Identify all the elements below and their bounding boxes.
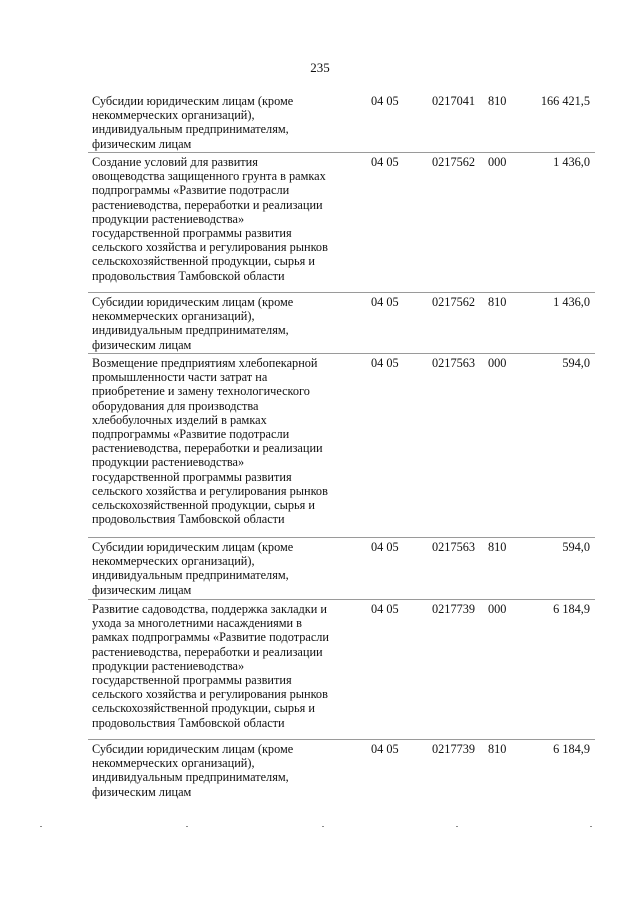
row-divider (88, 739, 595, 740)
description-line: Субсидии юридическим лицам (кроме (92, 742, 294, 756)
expense-type-code: 000 (488, 602, 507, 616)
description-line: продукции растениеводства» (92, 658, 245, 673)
description-line: подпрограммы «Развитие подотрасли (92, 427, 290, 442)
row-description (92, 742, 354, 799)
description-line: продовольствия Тамбовской области (92, 512, 285, 527)
description-line: Субсидии юридическим лицам (кроме (92, 94, 294, 108)
description-line: продовольствия Тамбовской области (92, 268, 285, 283)
target-article-code: 0217562 (432, 155, 476, 169)
scan-speck (322, 826, 324, 827)
description-line: приобретение и замену технологического (92, 384, 310, 399)
target-article-code: 0217562 (432, 295, 476, 309)
scan-speck (590, 826, 592, 827)
expense-type-code: 810 (488, 742, 507, 756)
amount: 594,0 (562, 540, 590, 554)
row-divider (88, 537, 595, 538)
row-description (92, 602, 354, 730)
description-line: физическим лицам (92, 784, 192, 799)
description-line: индивидуальным предпринимателям, (92, 323, 289, 338)
scan-speck (456, 826, 458, 827)
description-line: продукции растениеводства» (92, 211, 245, 226)
description-line: некоммерческих организаций), (92, 108, 255, 123)
row-description (92, 356, 354, 526)
amount: 594,0 (562, 356, 590, 370)
description-line: некоммерческих организаций), (92, 756, 255, 771)
description-line: Создание условий для развития (92, 155, 258, 169)
section-code: 04 05 (371, 155, 399, 169)
description-line: оборудования для производства (92, 398, 259, 413)
row-divider (88, 353, 595, 354)
description-line: сельского хозяйства и регулирования рынков (92, 240, 328, 255)
row-divider (88, 292, 595, 293)
section-code: 04 05 (371, 356, 399, 370)
scan-speck (40, 826, 42, 827)
description-line: физическим лицам (92, 136, 192, 151)
target-article-code: 0217739 (432, 742, 476, 756)
expense-type-code: 810 (488, 540, 507, 554)
description-line: Субсидии юридическим лицам (кроме (92, 540, 294, 554)
row-divider (88, 599, 595, 600)
section-code: 04 05 (371, 94, 399, 108)
description-line: растениеводства, переработки и реализации (92, 197, 323, 212)
expense-type-code: 000 (488, 356, 507, 370)
row-description (92, 540, 354, 597)
description-line: подпрограммы «Развитие подотрасли (92, 183, 290, 198)
expense-type-code: 810 (488, 94, 507, 108)
description-line: ухода за многолетними насаждениями в (92, 616, 302, 631)
row-divider (88, 152, 595, 153)
description-line: овощеводства защищенного грунта в рамках (92, 169, 326, 184)
amount: 6 184,9 (553, 742, 590, 756)
description-line: сельского хозяйства и регулирования рынков (92, 483, 328, 498)
amount: 166 421,5 (540, 94, 590, 108)
row-description (92, 155, 354, 283)
expense-type-code: 000 (488, 155, 507, 169)
section-code: 04 05 (371, 295, 399, 309)
description-line: продовольствия Тамбовской области (92, 715, 285, 730)
description-line: Возмещение предприятиям хлебопекарной (92, 356, 318, 370)
section-code: 04 05 (371, 602, 399, 616)
target-article-code: 0217563 (432, 540, 476, 554)
description-line: продукции растениеводства» (92, 455, 245, 470)
description-line: государственной программы развития (92, 226, 292, 241)
description-line: сельскохозяйственной продукции, сырья и (92, 498, 315, 513)
description-line: некоммерческих организаций), (92, 309, 255, 324)
description-line: сельскохозяйственной продукции, сырья и (92, 254, 315, 269)
description-line: индивидуальным предпринимателям, (92, 122, 289, 137)
description-line: рамках подпрограммы «Развитие подотрасли (92, 630, 330, 645)
description-line: хлебобулочных изделий в рамках (92, 412, 267, 427)
description-line: сельскохозяйственной продукции, сырья и (92, 701, 315, 716)
description-line: физическим лицам (92, 582, 192, 597)
target-article-code: 0217739 (432, 602, 476, 616)
description-line: растениеводства, переработки и реализации (92, 441, 323, 456)
target-article-code: 0217563 (432, 356, 476, 370)
section-code: 04 05 (371, 742, 399, 756)
description-line: Развитие садоводства, поддержка закладки и (92, 602, 328, 616)
description-line: промышленности части затрат на (92, 370, 268, 385)
page-number: 235 (310, 60, 330, 75)
description-line: сельского хозяйства и регулирования рынков (92, 687, 328, 702)
description-line: физическим лицам (92, 337, 192, 352)
description-line: государственной программы развития (92, 469, 292, 484)
description-line: растениеводства, переработки и реализации (92, 644, 323, 659)
amount: 1 436,0 (553, 295, 590, 309)
description-line: индивидуальным предпринимателям, (92, 568, 289, 583)
description-line: государственной программы развития (92, 673, 292, 688)
amount: 1 436,0 (553, 155, 590, 169)
scan-speck (186, 826, 188, 827)
expense-type-code: 810 (488, 295, 507, 309)
row-description (92, 295, 354, 352)
description-line: индивидуальным предпринимателям, (92, 770, 289, 785)
section-code: 04 05 (371, 540, 399, 554)
row-description (92, 94, 354, 151)
amount: 6 184,9 (553, 602, 590, 616)
description-line: некоммерческих организаций), (92, 554, 255, 569)
description-line: Субсидии юридическим лицам (кроме (92, 295, 294, 309)
target-article-code: 0217041 (432, 94, 476, 108)
